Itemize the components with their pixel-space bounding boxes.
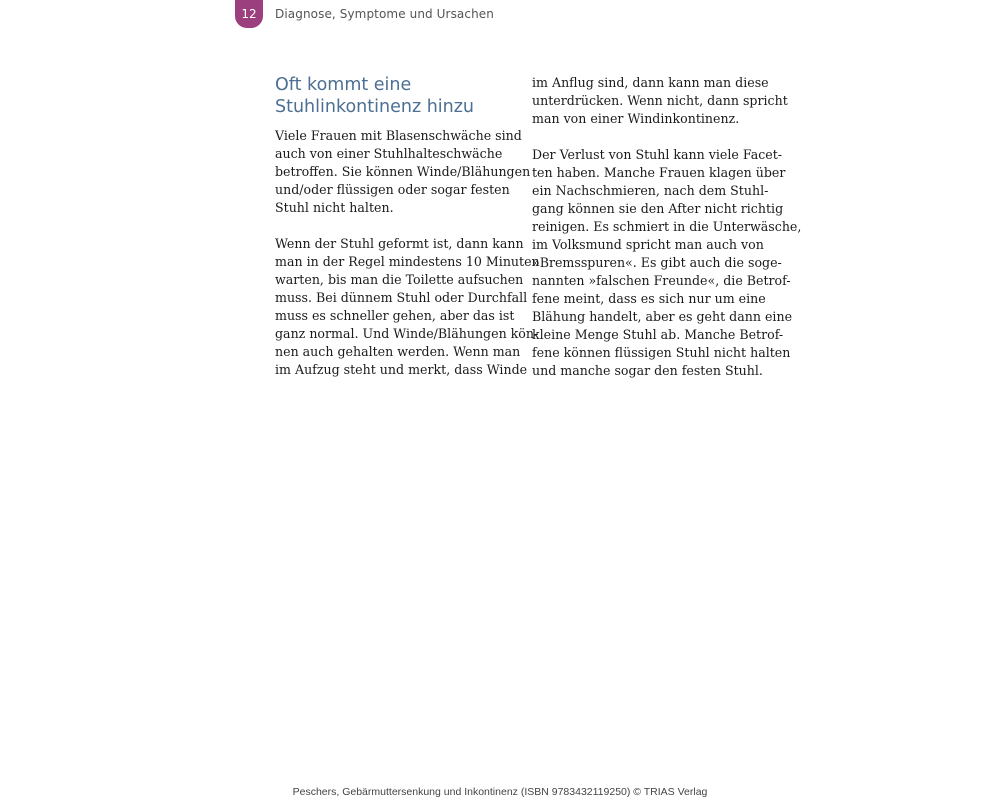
text-line: ganz normal. Und Winde/Blähungen kön- [275,326,539,341]
text-line: »Bremsspuren«. Es gibt auch die soge- [532,255,782,270]
right-column [532,74,802,398]
section-heading [275,74,513,118]
text-line: Stuhl nicht halten. [275,200,394,215]
text-line: im Volksmund spricht man auch von [532,237,764,252]
text-line: und manche sogar den festen Stuhl. [532,363,763,378]
paragraph [532,146,802,380]
text-line: im Aufzug steht und merkt, dass Winde [275,362,528,377]
left-column [275,74,540,397]
page-number-badge [235,0,263,28]
text-line: ten haben. Manche Frauen klagen über [532,165,786,180]
copyright-footer: Peschers, Gebärmuttersenkung und Inkontinenz (ISBN 9783432119250) © TRIAS Verlag [292,786,708,798]
text-line: nannten »falschen Freunde«, die Betrof- [532,273,791,288]
text-line: fene meint, dass es sich nur um eine [532,291,766,306]
text-line: muss. Bei dünnem Stuhl oder Durchfall [275,290,528,305]
text-line: muss es schneller gehen, aber das ist [275,308,515,323]
text-line: Blähung handelt, aber es geht dann eine [532,309,793,324]
text-line: nen auch gehalten werden. Wenn man [275,344,521,359]
running-head: Diagnose, Symptome und Ursachen [275,7,494,21]
text-line: und/oder flüssigen oder sogar festen [275,182,510,197]
paragraph [275,235,540,379]
heading-line: Stuhlinkontinenz hinzu [275,97,475,117]
text-line: gang können sie den After nicht richtig [532,201,784,216]
text-line: reinigen. Es schmiert in die Unterwäsche, [532,219,802,234]
paragraph [532,74,788,128]
text-line: Viele Frauen mit Blasenschwäche sind [275,128,522,143]
text-line: betroffen. Sie können Winde/Blähungen [275,164,531,179]
text-line: fene können flüssigen Stuhl nicht halten [532,345,791,360]
text-line: auch von einer Stuhlhalteschwäche [275,146,503,161]
text-line: warten, bis man die Toilette aufsuchen [275,272,524,287]
paragraph [275,127,531,217]
text-line: unterdrücken. Wenn nicht, dann spricht [532,93,788,108]
text-line: Der Verlust von Stuhl kann viele Facet- [532,147,783,162]
text-line: im Anflug sind, dann kann man diese [532,75,769,90]
text-line: kleine Menge Stuhl ab. Manche Betrof- [532,327,784,342]
heading-line: Oft kommt eine [275,75,412,95]
text-line: Wenn der Stuhl geformt ist, dann kann [275,236,524,251]
text-line: man von einer Windinkontinenz. [532,111,740,126]
page-number: 12 [241,7,257,21]
text-line: ein Nachschmieren, nach dem Stuhl- [532,183,769,198]
text-line: man in der Regel mindestens 10 Minuten [275,254,540,269]
